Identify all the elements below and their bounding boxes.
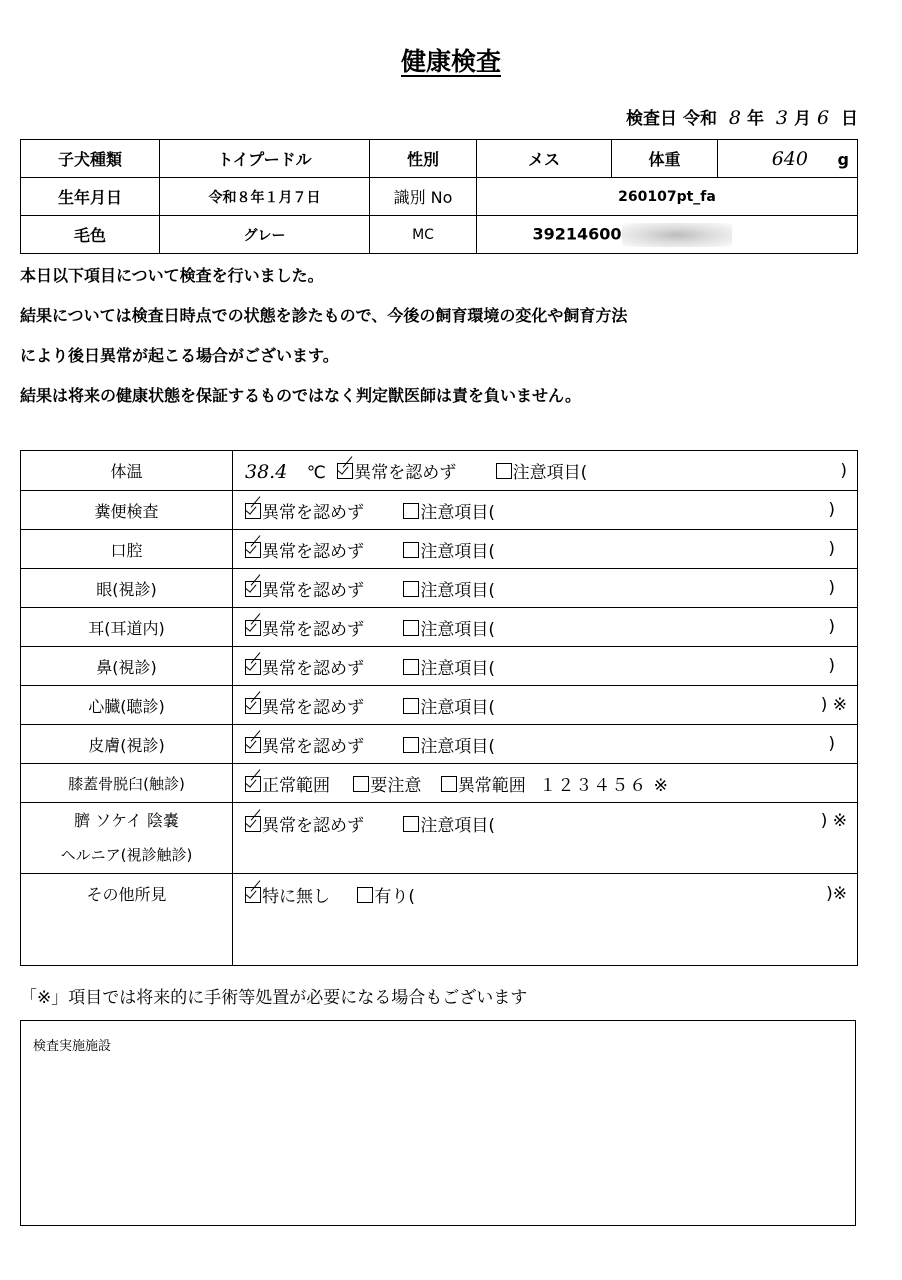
- birth-value: 令和８年１月７日: [160, 178, 370, 216]
- exam-row: [21, 569, 858, 608]
- exam-result: [233, 451, 858, 491]
- close-paren: ): [828, 617, 835, 637]
- caution-checkbox[interactable]: [403, 503, 419, 519]
- caution-label: 注意項目(: [512, 463, 588, 483]
- caution-checkbox[interactable]: [403, 816, 419, 832]
- paragraph: 結果については検査日時点での状態を診たもので、今後の飼育環境の変化や飼育方法: [20, 306, 628, 325]
- breed-label: 子犬種類: [21, 140, 160, 178]
- caution-label: 注意項目(: [420, 541, 496, 562]
- month-unit: 月: [793, 109, 811, 129]
- exam-date-year: 8: [728, 107, 741, 129]
- sex-value: メス: [477, 140, 612, 178]
- exam-row: [21, 725, 858, 764]
- ok-label: 異常を認めず: [262, 541, 364, 562]
- page-title: [0, 42, 902, 78]
- weight-cell: [718, 140, 858, 178]
- color-label: 毛色: [21, 216, 160, 254]
- info-row: [21, 140, 858, 178]
- exam-result: [233, 608, 858, 647]
- ok-checkbox[interactable]: [245, 581, 261, 597]
- caution-checkbox[interactable]: [403, 620, 419, 636]
- exam-row: [21, 530, 858, 569]
- id-value: 260107pt_fa: [477, 178, 858, 216]
- paragraph: により後日異常が起こる場合がございます。: [20, 346, 339, 365]
- exam-row-patella: [21, 764, 858, 803]
- normal-checkbox[interactable]: [245, 776, 261, 792]
- mc-cell: [477, 216, 858, 254]
- id-label: 識別 No: [370, 178, 477, 216]
- exam-row-hernia: [21, 803, 858, 874]
- exam-row-other: [21, 874, 858, 966]
- close-paren: ): [828, 500, 835, 520]
- paragraph: 本日以下項目について検査を行いました。: [20, 266, 324, 285]
- ok-label: 異常を認めず: [262, 658, 364, 679]
- hernia-label-line2: ヘルニア(視診触診): [60, 846, 193, 864]
- paragraph: 結果は将来の健康状態を保証するものではなく判定獣医師は責を負いません。: [20, 386, 581, 405]
- exam-row: [21, 608, 858, 647]
- caution-label: 注意項目(: [420, 736, 496, 757]
- present-label: 有り(: [374, 887, 416, 907]
- ok-checkbox[interactable]: [245, 659, 261, 675]
- exam-table: [20, 450, 858, 966]
- abnormal-checkbox[interactable]: [441, 776, 457, 792]
- ok-checkbox[interactable]: [245, 503, 261, 519]
- close-paren-note: ) ※: [820, 695, 847, 715]
- exam-result: [233, 569, 858, 608]
- ok-label: 異常を認めず: [262, 736, 364, 757]
- exam-label: 糞便検査: [21, 491, 233, 530]
- exam-date: [626, 104, 858, 129]
- close-paren-note: )※: [826, 884, 847, 904]
- mc-label: MC: [370, 216, 477, 254]
- ok-label: 異常を認めず: [262, 697, 364, 718]
- exam-label: その他所見: [21, 874, 233, 966]
- caution-label: 要注意: [370, 775, 422, 796]
- exam-label: 口腔: [21, 530, 233, 569]
- exam-label: 体温: [21, 451, 233, 491]
- facility-box: [20, 1020, 856, 1226]
- exam-row: [21, 686, 858, 725]
- close-paren-note: ) ※: [820, 811, 847, 831]
- weight-label: 体重: [612, 140, 718, 178]
- ok-label: 異常を認めず: [262, 580, 364, 601]
- caution-label: 注意項目(: [420, 580, 496, 601]
- facility-label: 検査実施施設: [33, 1039, 112, 1054]
- ok-label: 異常を認めず: [262, 816, 364, 836]
- ok-checkbox[interactable]: [337, 463, 353, 479]
- caution-checkbox[interactable]: [496, 463, 512, 479]
- weight-value: 640: [771, 147, 808, 170]
- breed-value: トイプードル: [160, 140, 370, 178]
- normal-label: 正常範囲: [262, 775, 330, 796]
- exam-result: [233, 874, 858, 966]
- exam-date-era: 令和: [682, 109, 717, 129]
- ok-checkbox[interactable]: [245, 542, 261, 558]
- exam-label: 鼻(視診): [21, 647, 233, 686]
- caution-label: 注意項目(: [420, 658, 496, 679]
- ok-label: 異常を認めず: [262, 502, 364, 523]
- exam-result: [233, 647, 858, 686]
- mc-value: 39214600: [532, 224, 622, 243]
- exam-result: [233, 491, 858, 530]
- exam-date-month: 3: [775, 107, 788, 129]
- ok-label: 異常を認めず: [262, 619, 364, 640]
- close-paren: ): [828, 539, 835, 559]
- ok-checkbox[interactable]: [245, 698, 261, 714]
- exam-result: [233, 725, 858, 764]
- exam-row-temp: [21, 451, 858, 491]
- exam-label: 心臓(聴診): [21, 686, 233, 725]
- caution-checkbox[interactable]: [353, 776, 369, 792]
- patella-grades: １２３４５６ ※: [539, 775, 669, 796]
- caution-checkbox[interactable]: [403, 542, 419, 558]
- exam-label: 眼(視診): [21, 569, 233, 608]
- ok-checkbox[interactable]: [245, 816, 261, 832]
- caution-checkbox[interactable]: [403, 659, 419, 675]
- ok-label: 異常を認めず: [354, 463, 457, 483]
- close-paren: ): [840, 460, 847, 481]
- exam-result: [233, 764, 858, 803]
- abnormal-label: 異常範囲: [457, 775, 526, 796]
- info-row: [21, 178, 858, 216]
- sex-label: 性別: [370, 140, 477, 178]
- caution-checkbox[interactable]: [403, 698, 419, 714]
- none-checkbox[interactable]: [245, 887, 261, 903]
- close-paren: ): [828, 578, 835, 598]
- ok-checkbox[interactable]: [245, 620, 261, 636]
- exam-result: [233, 530, 858, 569]
- exam-date-label: 検査日: [626, 109, 678, 129]
- exam-result: [233, 803, 858, 874]
- caution-checkbox[interactable]: [403, 581, 419, 597]
- temp-value: 38.4: [245, 461, 288, 483]
- close-paren: ): [828, 734, 835, 754]
- temp-unit: ℃: [306, 463, 326, 483]
- ok-checkbox[interactable]: [245, 737, 261, 753]
- present-checkbox[interactable]: [357, 887, 373, 903]
- exam-result: [233, 686, 858, 725]
- caution-label: 注意項目(: [420, 502, 496, 523]
- exam-label: 膝蓋骨脱臼(触診): [21, 764, 233, 803]
- exam-row: [21, 647, 858, 686]
- none-label: 特に無し: [262, 887, 330, 907]
- color-value: グレー: [160, 216, 370, 254]
- caution-label: 注意項目(: [420, 619, 496, 640]
- caution-label: 注意項目(: [420, 697, 496, 718]
- caution-checkbox[interactable]: [403, 737, 419, 753]
- close-paren: ): [828, 656, 835, 676]
- hernia-label-line1: 臍 ソケイ 陰嚢: [74, 811, 179, 830]
- exam-label: 耳(耳道内): [21, 608, 233, 647]
- day-unit: 日: [841, 109, 858, 129]
- caution-label: 注意項目(: [420, 816, 496, 836]
- exam-date-day: 6: [816, 107, 830, 129]
- exam-label: 皮膚(視診): [21, 725, 233, 764]
- exam-row: [21, 491, 858, 530]
- title-text: 健康検査: [400, 47, 501, 76]
- footnote: 「※」項目では将来的に手術等処置が必要になる場合もございます: [20, 988, 528, 1008]
- puppy-info-table: [20, 139, 858, 254]
- year-unit: 年: [746, 109, 764, 129]
- birth-label: 生年月日: [21, 178, 160, 216]
- weight-unit: g: [837, 149, 849, 169]
- redacted-blur: [622, 223, 732, 247]
- info-row: [21, 216, 858, 254]
- exam-label: [21, 803, 233, 874]
